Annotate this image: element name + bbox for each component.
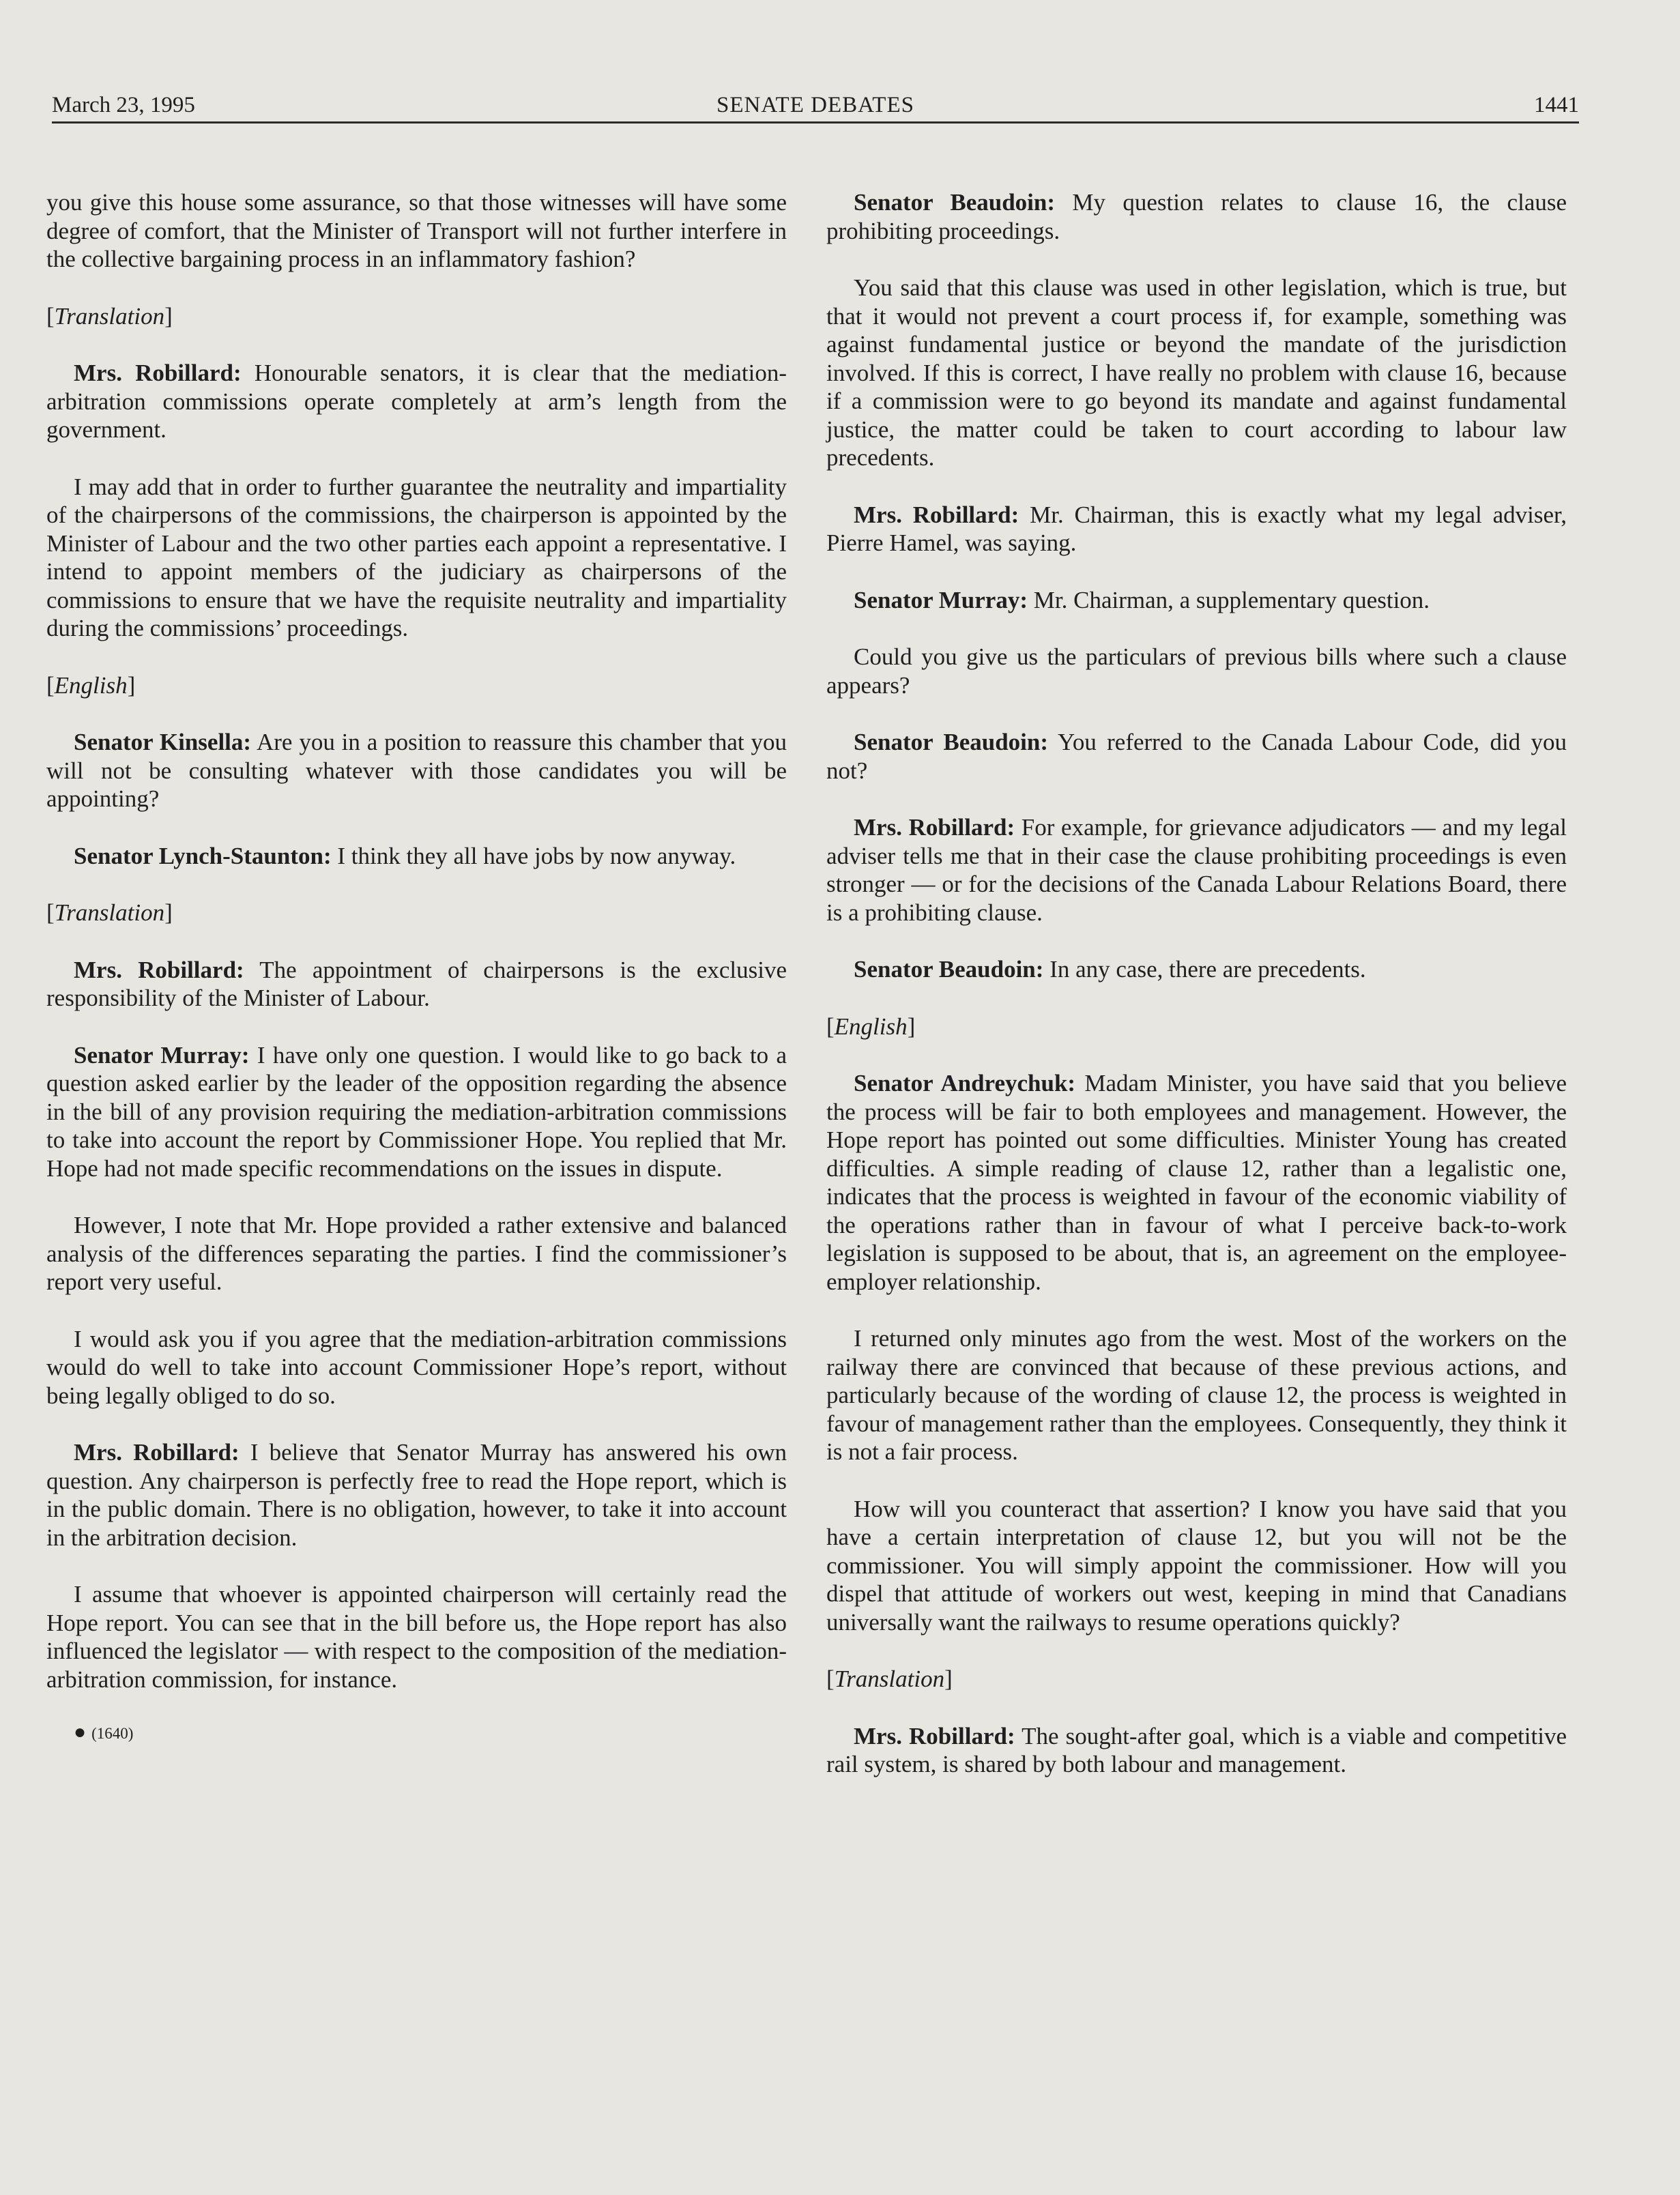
paragraph: [826, 1722, 1567, 1779]
language-label: English: [834, 1013, 908, 1040]
paragraph-text: I think they all have jobs by now anyway.: [337, 842, 736, 869]
paragraph-text: My question relates to clause 16, the clause prohibiting proceedings.: [826, 189, 1567, 244]
time-marker: [74, 1722, 787, 1744]
speaker-name: Mrs. Robillard:: [74, 956, 244, 983]
paragraph: [46, 728, 787, 813]
paragraph: [46, 473, 787, 643]
speaker-name: Senator Kinsella:: [74, 729, 252, 755]
paragraph: [46, 956, 787, 1013]
paragraph: [826, 813, 1567, 927]
paragraph: [826, 728, 1567, 785]
paragraph-text: In any case, there are precedents.: [1049, 956, 1366, 983]
paragraph: [46, 1438, 787, 1552]
bullet-icon: ●: [74, 1721, 87, 1743]
speaker-name: Mrs. Robillard:: [74, 1439, 240, 1466]
left-column: [46, 188, 787, 1744]
paragraph-text: Honourable senators, it is clear that the mediation-arbitration commissions operate completely at arm’s length from the government.: [46, 360, 787, 443]
paragraph-text: However, I note that Mr. Hope provided a rather extensive and balanced analysis of the differences separating the parties. I find the commissioner’s report very useful.: [46, 1212, 787, 1295]
paragraph: [46, 1580, 787, 1694]
paragraph: [826, 188, 1567, 245]
speaker-name: Senator Murray:: [854, 586, 1028, 613]
paragraph: [826, 586, 1567, 615]
speaker-name: Senator Andreychuk:: [854, 1070, 1076, 1096]
paragraph-text: How will you counteract that assertion? I know you have said that you have a certain interpretation of clause 12, but you will not be the commissioner. You will simply appoint the commissioner. How will you dispel that attitude of workers out west, keeping in mind that Canadians universally want the railways to resume operations quickly?: [826, 1495, 1567, 1636]
paragraph-text: you give this house some assurance, so that those witnesses will have some degree of comfort, that the Minister of Transport will not further interfere in the collective bargaining process in an inflammatory fashion?: [46, 189, 787, 272]
paragraph-text: I have only one question. I would like to go back to a question asked earlier by the leader of the opposition regarding the absence in the bill of any provision requiring the mediation-arbitration commissions to take into account the report by Commissioner Hope. You replied that Mr. Hope had not made specific recommendations on the issues in dispute.: [46, 1041, 787, 1182]
language-label: Translation: [834, 1666, 945, 1692]
speaker-name: Mrs. Robillard:: [74, 360, 242, 386]
paragraph-text: For example, for grievance adjudicators — and my legal adviser tells me that in their case the clause prohibiting proceedings is even stronger — or for the decisions of the Canada Labour Relations Board, there is a prohibiting clause.: [826, 814, 1567, 926]
paragraph-text: I assume that whoever is appointed chairperson will certainly read the Hope report. You can see that in the bill before us, the Hope report has also influenced the legislator — with respect to the composition of the mediation-arbitration commission, for instance.: [46, 1581, 787, 1693]
paragraph-text: The appointment of chairpersons is the exclusive responsibility of the Minister of Labour.: [46, 956, 787, 1011]
paragraph-text: I may add that in order to further guarantee the neutrality and impartiality of the chairpersons of the commissions, the chairperson is appointed by the Minister of Labour and the two other parties each appoint a representative. I intend to appoint members of the judiciary as chairpersons of the commissions to ensure that we have the requisite neutrality and impartiality during the commissions’ proceedings.: [46, 473, 787, 641]
speaker-name: Mrs. Robillard:: [854, 501, 1019, 528]
language-marker: [Translation]: [46, 302, 173, 330]
language-marker: [Translation]: [46, 899, 173, 926]
paragraph: [46, 188, 787, 274]
paragraph: [46, 1041, 787, 1183]
paragraph-text: The sought-after goal, which is a viable and competitive rail system, is shared by both labour and management.: [826, 1722, 1567, 1777]
time-marker-text: (1640): [91, 1725, 134, 1742]
paragraph-text: I would ask you if you agree that the mediation-arbitration commissions would do well to take into account Commissioner Hope’s report, without being legally obliged to do so.: [46, 1325, 787, 1409]
paragraph: [826, 1324, 1567, 1466]
header-page-number: 1441: [1534, 93, 1579, 117]
paragraph: [826, 274, 1567, 472]
language-label: Translation: [54, 302, 165, 330]
paragraph: [826, 955, 1567, 984]
right-column: [826, 188, 1567, 1807]
paragraph-text: Madam Minister, you have said that you believe the process will be fair to both employees and management. However, the Hope report has pointed out some difficulties. Minister Young has created difficulties. A simple reading of clause 12, rather than a legalistic one, indicates that the process is weighted in favour of the economic viability of the operations rather than in favour of what I perceive back-to-work legislation is supposed to be about, that is, an agreement on the employee-employer relationship.: [826, 1070, 1567, 1295]
speaker-name: Senator Beaudoin:: [854, 729, 1049, 755]
paragraph: [826, 501, 1567, 557]
language-label: English: [54, 671, 128, 699]
paragraph: [826, 1495, 1567, 1637]
paragraph-text: Mr. Chairman, this is exactly what my legal adviser, Pierre Hamel, was saying.: [826, 501, 1567, 556]
paragraph: [46, 842, 787, 871]
language-label: Translation: [54, 899, 165, 926]
speaker-name: Senator Murray:: [74, 1041, 250, 1069]
paragraph-text: You said that this clause was used in other legislation, which is true, but that it would not prevent a court process if, for example, something was against fundamental justice or beyond the mandate of the jurisdiction involved. If this is correct, I have really no problem with clause 16, because if a commission were to go beyond its mandate and against fundamental justice, the matter could be taken to court according to labour law precedents.: [826, 274, 1567, 471]
language-marker: [English]: [826, 1013, 916, 1040]
paragraph: [826, 643, 1567, 699]
paragraph-text: Could you give us the particulars of previous bills where such a clause appears?: [826, 643, 1567, 699]
header-date: March 23, 1995: [52, 93, 195, 117]
paragraph-text: Mr. Chairman, a supplementary question.: [1033, 586, 1430, 613]
paragraph-text: Are you in a position to reassure this chamber that you will not be consulting whatever with those candidates you will be appointing?: [46, 729, 787, 812]
paragraph: [46, 1211, 787, 1296]
paragraph: [46, 1325, 787, 1410]
speaker-name: Senator Lynch-Staunton:: [74, 842, 332, 869]
speaker-name: Mrs. Robillard:: [854, 814, 1015, 841]
paragraph-text: You referred to the Canada Labour Code, did you not?: [826, 729, 1567, 784]
paragraph-text: I returned only minutes ago from the west. Most of the workers on the railway there are convinced that because of these previous actions, and particularly because of the wording of clause 12, the process is weighted in favour of management rather than the employees. Consequently, they think it is not a fair process.: [826, 1325, 1567, 1465]
speaker-name: Senator Beaudoin:: [854, 956, 1044, 983]
paragraph: [826, 1069, 1567, 1296]
language-marker: [English]: [46, 671, 136, 699]
paragraph: [46, 359, 787, 444]
language-marker: [Translation]: [826, 1666, 953, 1692]
speaker-name: Senator Beaudoin:: [854, 189, 1056, 216]
page-header: [52, 87, 1579, 123]
speaker-name: Mrs. Robillard:: [854, 1722, 1015, 1749]
paragraph-text: I believe that Senator Murray has answered his own question. Any chairperson is perfectly free to read the Hope report, which is in the public domain. There is no obligation, however, to take it into account in the arbitration decision.: [46, 1439, 787, 1551]
header-title: SENATE DEBATES: [716, 93, 914, 117]
